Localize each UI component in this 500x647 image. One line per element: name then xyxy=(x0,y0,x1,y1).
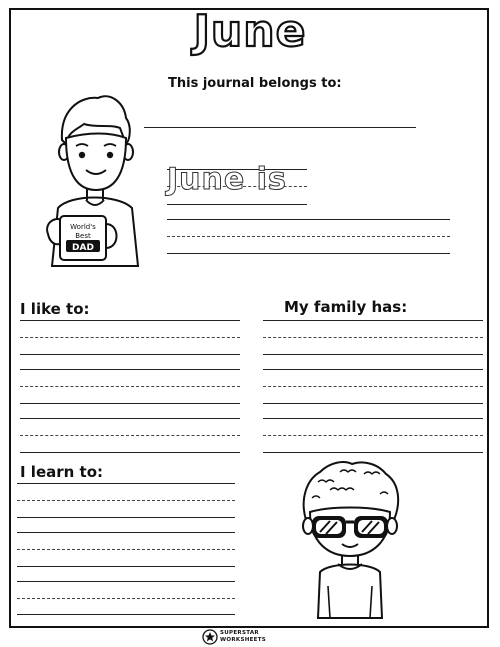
learn-line xyxy=(17,517,235,518)
name-line xyxy=(144,127,416,128)
family-line xyxy=(263,369,483,370)
learn-line xyxy=(17,581,235,582)
like-line xyxy=(20,403,240,404)
like-line xyxy=(20,386,240,387)
heading-family: My family has: xyxy=(284,298,408,316)
like-line xyxy=(20,418,240,419)
family-line xyxy=(263,418,483,419)
learn-line xyxy=(17,532,235,533)
learn-line xyxy=(17,483,235,484)
belongs-label: This journal belongs to: xyxy=(168,76,342,91)
like-line xyxy=(20,354,240,355)
mug-text-line1: World's xyxy=(70,223,96,231)
learn-line xyxy=(17,614,235,615)
brand-line-1: SUPERSTAR xyxy=(220,630,259,636)
brand-line-2: WORKSHEETS xyxy=(220,636,267,643)
like-line xyxy=(20,435,240,436)
like-line xyxy=(20,337,240,338)
heading-learn: I learn to: xyxy=(20,463,104,481)
family-line xyxy=(263,337,483,338)
mug-text-line2: Best xyxy=(75,232,91,240)
family-line xyxy=(263,403,483,404)
learn-line xyxy=(17,549,235,550)
june-line-1 xyxy=(167,219,450,220)
footer-logo xyxy=(200,629,300,645)
family-line xyxy=(263,354,483,355)
family-line xyxy=(263,435,483,436)
boy-sunglasses-illustration xyxy=(290,460,410,620)
like-line xyxy=(20,452,240,453)
dad-illustration xyxy=(40,88,146,268)
june-line-2 xyxy=(167,236,450,237)
learn-line xyxy=(17,566,235,567)
learn-line xyxy=(17,598,235,599)
june-line-3 xyxy=(167,253,450,254)
learn-line xyxy=(17,500,235,501)
like-line xyxy=(20,369,240,370)
like-line xyxy=(20,320,240,321)
family-line xyxy=(263,386,483,387)
family-line xyxy=(263,320,483,321)
heading-like: I like to: xyxy=(20,300,90,318)
page-title: June xyxy=(193,6,307,57)
trace-text: June is xyxy=(167,162,287,197)
mug-text-line3: DAD xyxy=(72,243,94,253)
star-logo-icon xyxy=(202,629,218,645)
trace-base-line xyxy=(167,204,307,205)
family-line xyxy=(263,452,483,453)
